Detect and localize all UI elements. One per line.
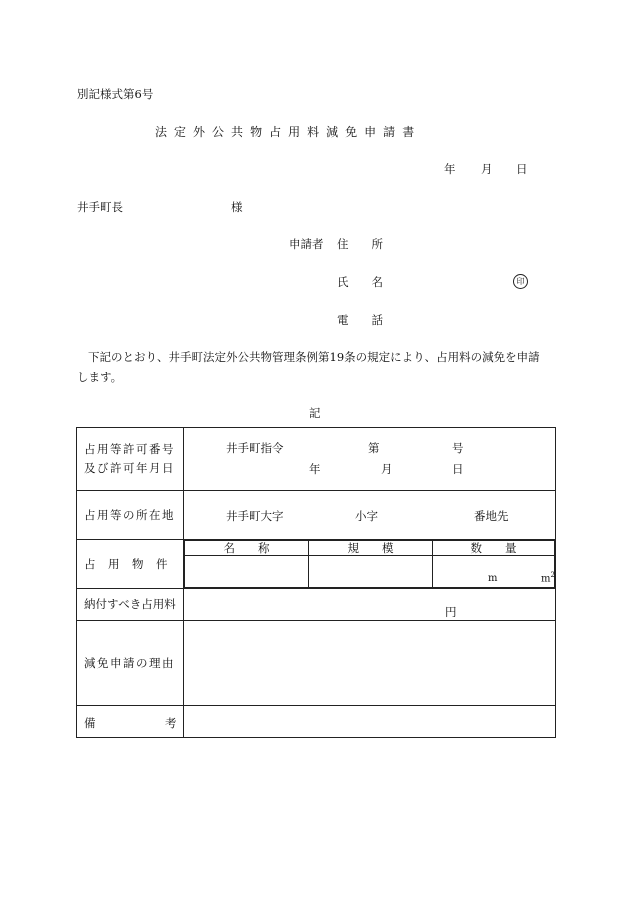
ki-heading: 記 <box>309 406 321 420</box>
date-year: 年 <box>444 162 456 176</box>
permit-label-cell <box>77 428 184 491</box>
date-day: 日 <box>516 162 528 176</box>
applicant-phone-label: 電 話 <box>337 313 383 327</box>
remarks-label-2: 考 <box>165 716 177 730</box>
addressee-suffix: 様 <box>231 200 243 214</box>
col-header-name: 名 称 <box>185 541 309 556</box>
remarks-label-cell <box>77 706 184 738</box>
fee-value-cell[interactable] <box>184 589 556 621</box>
date-month: 月 <box>481 162 493 176</box>
object-name-input[interactable] <box>185 556 309 588</box>
permit-label-line2: 及び許可年月日 <box>84 461 175 475</box>
applicant-name-label: 氏 名 <box>337 275 383 289</box>
reason-label-cell <box>77 621 184 706</box>
reason-value-cell[interactable] <box>184 621 556 706</box>
object-row <box>77 540 556 589</box>
location-label: 占用等の所在地 <box>84 507 175 522</box>
fee-label-cell <box>77 589 184 621</box>
permit-label-line1: 占用等許可番号 <box>84 442 175 456</box>
fee-label: 納付すべき占用料 <box>84 597 176 611</box>
applicant-label: 申請者 <box>289 237 324 251</box>
remarks-value-cell[interactable] <box>184 706 556 738</box>
fee-unit-yen: 円 <box>445 605 457 619</box>
permit-dai: 第 <box>368 441 380 455</box>
remarks-row <box>77 706 556 738</box>
addressee-name: 井手町長 <box>77 200 123 214</box>
applicant-address-label: 住 所 <box>337 237 383 251</box>
permit-row <box>77 428 556 491</box>
col-header-scale: 規 模 <box>309 541 433 556</box>
object-scale-input[interactable] <box>309 556 433 588</box>
unit-m2: $m^2$ <box>541 571 555 585</box>
permit-day: 日 <box>452 462 464 476</box>
col-header-qty: 数 量 <box>433 541 555 556</box>
unit-m: m <box>488 573 498 584</box>
remarks-label-1: 備 <box>84 716 96 730</box>
form-number: 別記様式第6号 <box>77 87 154 101</box>
permit-year: 年 <box>309 462 321 476</box>
body-text-line1: 下記のとおり、井手町法定外公共物管理条例第19条の規定により、占用料の減免を申請 <box>88 350 540 364</box>
location-koaza: 小字 <box>355 509 378 523</box>
seal-mark: 印 <box>513 274 528 289</box>
document-title: 法 定 外 公 共 物 占 用 料 減 免 申 請 書 <box>155 125 416 139</box>
permit-value-cell[interactable] <box>184 428 556 491</box>
fee-row <box>77 589 556 621</box>
object-label-cell <box>77 540 184 589</box>
location-oaza: 井手町大字 <box>226 509 284 523</box>
location-value-cell[interactable] <box>184 491 556 540</box>
permit-month: 月 <box>381 462 393 476</box>
application-form-table <box>76 427 556 738</box>
reason-row <box>77 621 556 706</box>
object-qty-input[interactable] <box>433 556 555 588</box>
permit-prefix: 井手町指令 <box>226 441 284 455</box>
reason-label: 減免申請の理由 <box>84 655 175 670</box>
object-value-cell <box>184 540 556 589</box>
location-row <box>77 491 556 540</box>
location-label-cell <box>77 491 184 540</box>
object-label: 占 用 物 件 <box>84 556 168 571</box>
permit-go: 号 <box>452 441 464 455</box>
body-text-line2: します。 <box>77 370 123 384</box>
object-subtable <box>184 540 555 588</box>
location-banchi: 番地先 <box>474 509 509 523</box>
